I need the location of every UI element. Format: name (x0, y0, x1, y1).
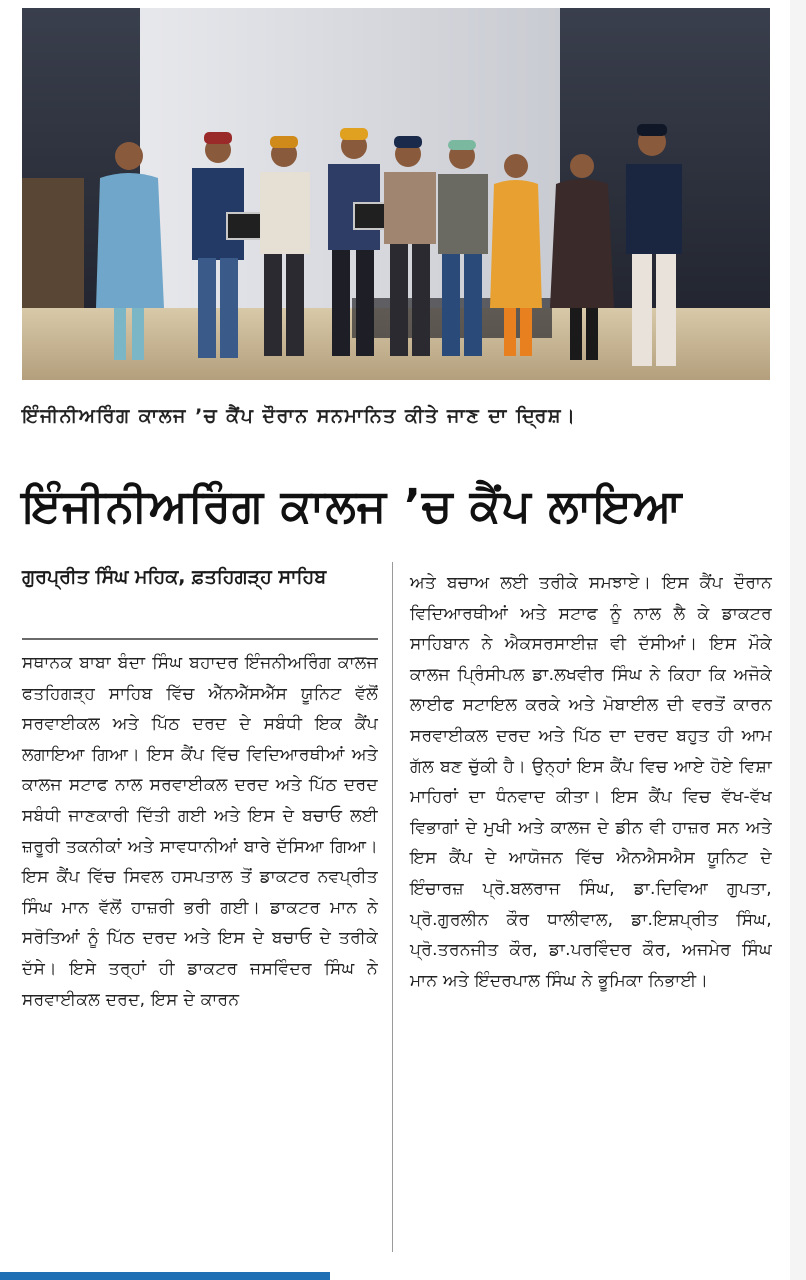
byline-rule (22, 638, 378, 640)
accent-bar (0, 1272, 330, 1280)
byline: ਗੁਰਪ੍ਰੀਤ ਸਿੰਘ ਮਹਿਕ, ਫ਼ਤਹਿਗੜ੍ਹ ਸਾਹਿਬ (22, 566, 327, 588)
headline: ਇੰਜੀਨੀਅਰਿੰਗ ਕਾਲਜ ’ਚ ਕੈਂਪ ਲਾਇਆ (22, 479, 683, 532)
article-column-right: ਅਤੇ ਬਚਾਅ ਲਈ ਤਰੀਕੇ ਸਮਝਾਏ। ਇਸ ਕੈਂਪ ਦੌਰਾਨ ਵਿਦਿਆਰਥੀਆਂ ਅਤੇ ਸਟਾਫ ਨੂੰ ਨਾਲ ਲੈ ਕੇ ਡਾਕਟਰ ਸਾਹਿਬਾਨ ਨੇ ਐਕਸਰਸਾਈਜ਼ ਵੀ ਦੱਸੀਆਂ। ਇਸ ਮੌਕੇ ਕਾਲਜ ਪ੍ਰਿੰਸੀਪਲ ਡਾ.ਲਖਵੀਰ ਸਿੰਘ ਨੇ ਕਿਹਾ ਕਿ ਅਜੋਕੇ ਲਾਈਫ ਸਟਾਇਲ ਕਰਕੇ ਅਤੇ ਮੋਬਾਈਲ ਦੀ ਵਰਤੋਂ ਕਾਰਨ ਸਰਵਾਈਕਲ ਦਰਦ ਅਤੇ ਪਿੱਠ ਦਾ ਦਰਦ ਬਹੁਤ ਹੀ ਆਮ ਗੱਲ ਬਣ ਚੁੱਕੀ ਹੈ। ਉਨ੍ਹਾਂ ਇਸ ਕੈਂਪ ਵਿਚ ਆਏ ਹੋਏ ਵਿਸ਼ਾ ਮਾਹਿਰਾਂ ਦਾ ਧੰਨਵਾਦ ਕੀਤਾ। ਇਸ ਕੈਂਪ ਵਿਚ ਵੱਖ-ਵੱਖ ਵਿਭਾਗਾਂ ਦੇ ਮੁਖੀ ਅਤੇ ਕਾਲਜ ਦੇ ਡੀਨ ਵੀ ਹਾਜ਼ਰ ਸਨ ਅਤੇ ਇਸ ਕੈਂਪ ਦੇ ਆਯੋਜਨ ਵਿੱਚ ਐਨਐਸਐਸ ਯੂਨਿਟ ਦੇ ਇੰਚਾਰਜ਼ ਪ੍ਰੋ.ਬਲਰਾਜ ਸਿੰਘ, ਡਾ.ਦਿਵਿਆ ਗੁਪਤਾ, ਪ੍ਰੋ.ਗੁਰਲੀਨ ਕੌਰ ਧਾਲੀਵਾਲ, ਡਾ.ਇਸ਼ਪ੍ਰੀਤ ਸਿੰਘ, ਪ੍ਰੋ.ਤਰਨਜੀਤ ਕੌਰ, ਡਾ.ਪਰਵਿੰਦਰ ਕੌਰ, ਅਜਮੇਰ ਸਿੰਘ ਮਾਨ ਅਤੇ ਇੰਦਰਪਾਲ ਸਿੰਘ ਨੇ ਭੂਮਿਕਾ ਨਿਭਾਈ। (410, 573, 772, 991)
award-plaque-1 (227, 213, 261, 239)
side-panel (22, 178, 84, 328)
photo-caption: ਇੰਜੀਨੀਅਰਿੰਗ ਕਾਲਜ ’ਚ ਕੈਂਪ ਦੌਰਾਨ ਸਨਮਾਨਿਤ ਕੀਤੇ ਜਾਣ ਦਾ ਦ੍ਰਿਸ਼। (22, 405, 577, 427)
column-divider (392, 562, 393, 1252)
award-plaque-2 (354, 203, 388, 229)
page-edge (790, 0, 806, 1280)
news-photo (22, 8, 770, 380)
news-photo-illustration (22, 8, 770, 380)
article-column-left: ਸਥਾਨਕ ਬਾਬਾ ਬੰਦਾ ਸਿੰਘ ਬਹਾਦਰ ਇੰਜਨੀਅਰਿੰਗ ਕਾਲਜ ਫਤਹਿਗੜ੍ਹ ਸਾਹਿਬ ਵਿੱਚ ਐੱਨਐੱਸਐੱਸ ਯੂਨਿਟ ਵੱਲੋਂ ਸਰਵਾਈਕਲ ਅਤੇ ਪਿੱਠ ਦਰਦ ਦੇ ਸਬੰਧੀ ਇਕ ਕੈਂਪ ਲਗਾਇਆ ਗਿਆ। ਇਸ ਕੈਂਪ ਵਿੱਚ ਵਿਦਿਆਰਥੀਆਂ ਅਤੇ ਕਾਲਜ ਸਟਾਫ ਨਾਲ ਸਰਵਾਈਕਲ ਦਰਦ ਅਤੇ ਪਿੱਠ ਦਰਦ ਸਬੰਧੀ ਜਾਣਕਾਰੀ ਦਿੱਤੀ ਗਈ ਅਤੇ ਇਸ ਦੇ ਬਚਾਓ ਲਈ ਜ਼ਰੂਰੀ ਤਕਨੀਕਾਂ ਅਤੇ ਸਾਵਧਾਨੀਆਂ ਬਾਰੇ ਦੱਸਿਆ ਗਿਆ। ਇਸ ਕੈਂਪ ਵਿੱਚ ਸਿਵਲ ਹਸਪਤਾਲ ਤੋਂ ਡਾਕਟਰ ਨਵਪ੍ਰੀਤ ਸਿੰਘ ਮਾਨ ਵੱਲੋਂ ਹਾਜ਼ਰੀ ਭਰੀ ਗਈ। ਡਾਕਟਰ ਮਾਨ ਨੇ ਸਰੋਤਿਆਂ ਨੂੰ ਪਿੱਠ ਦਰਦ ਅਤੇ ਇਸ ਦੇ ਬਚਾਓ ਦੇ ਤਰੀਕੇ ਦੱਸੇ। ਇਸੇ ਤਰ੍ਹਾਂ ਹੀ ਡਾਕਟਰ ਜਸਵਿੰਦਰ ਸਿੰਘ ਨੇ ਸਰਵਾਈਕਲ ਦਰਦ, ਇਸ ਦੇ ਕਾਰਨ (22, 653, 378, 1010)
